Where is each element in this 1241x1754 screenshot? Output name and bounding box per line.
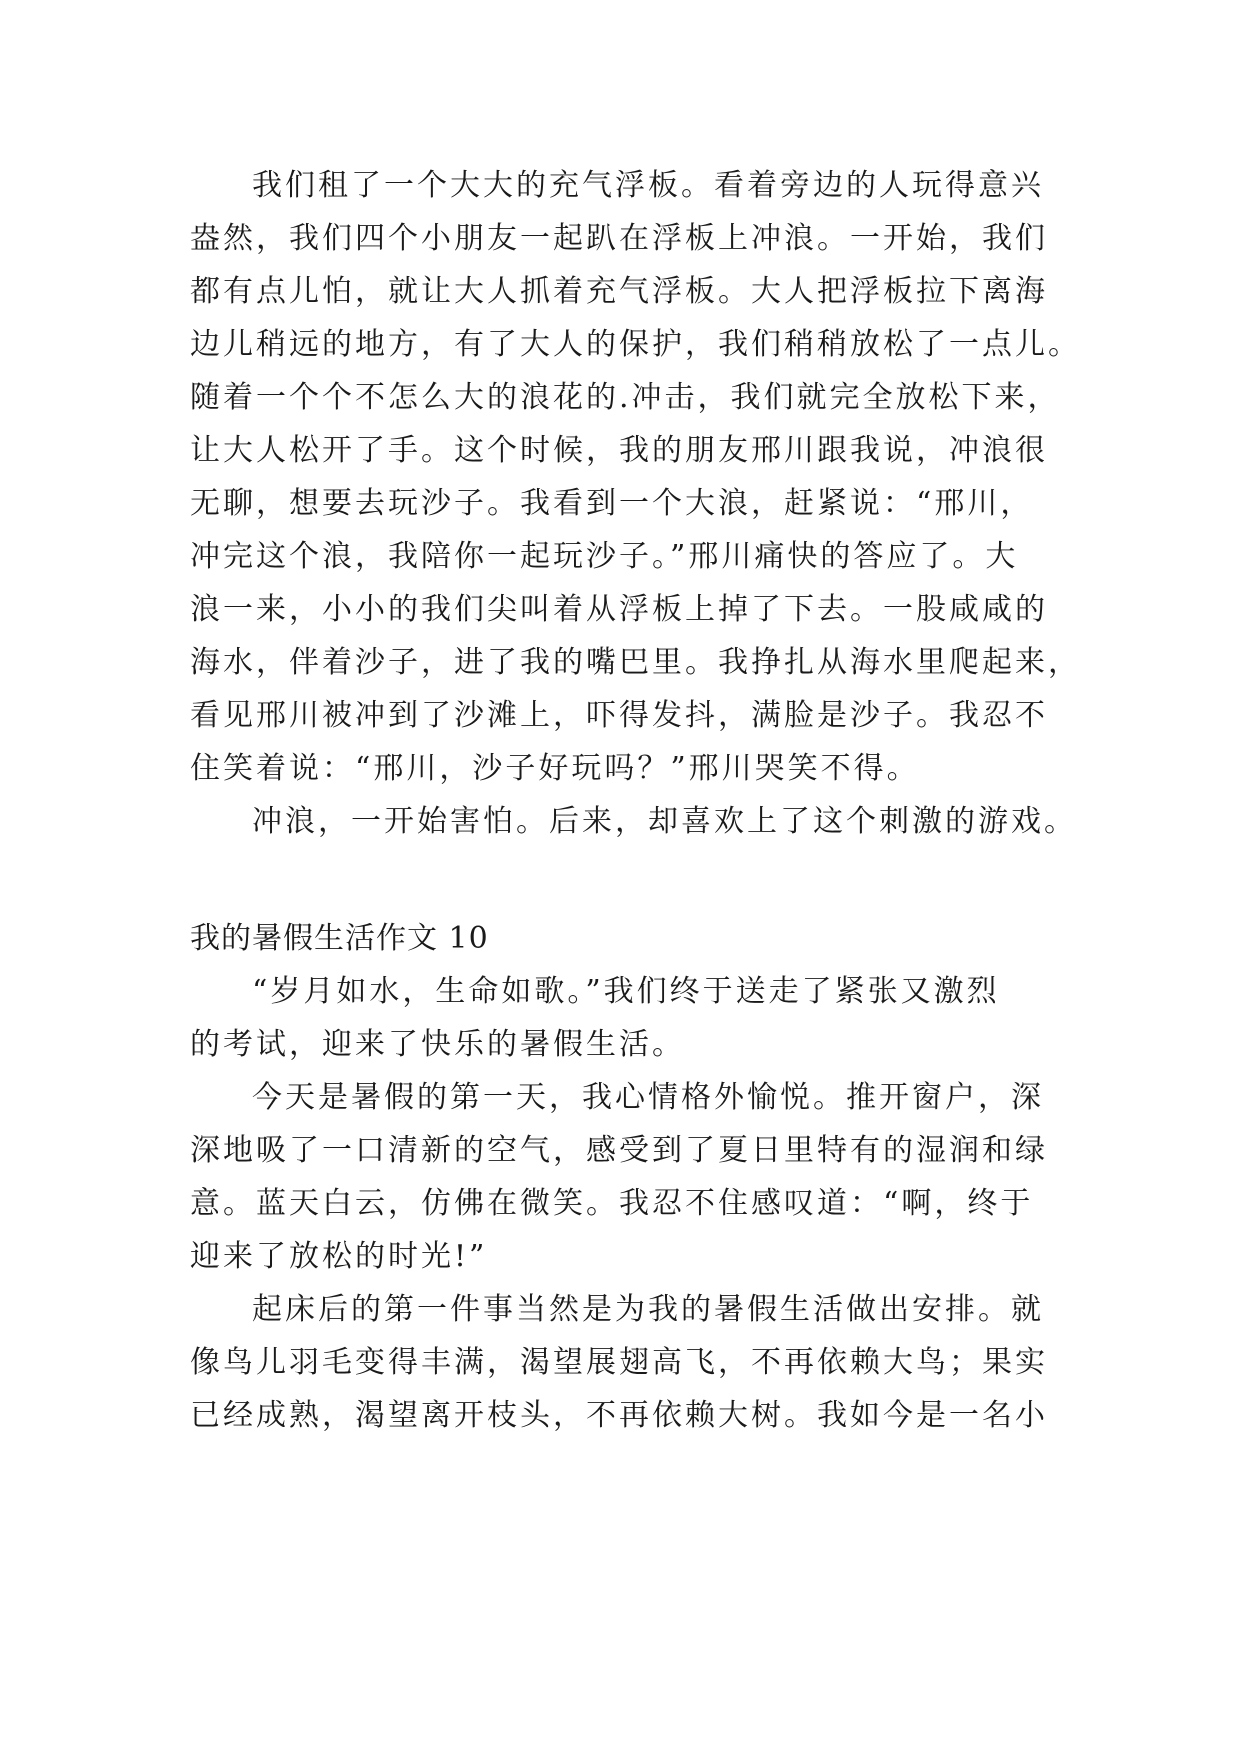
text-line: 盎然，我们四个小朋友一起趴在浮板上冲浪。一开始，我们 [190,221,1048,256]
text-line: 海水，伴着沙子，进了我的嘴巴里。我挣扎从海水里爬起来， [190,645,1081,680]
text-line: 迎来了放松的时光!” [190,1239,488,1274]
text-line: 深地吸了一口清新的空气，感受到了夏日里特有的湿润和绿 [190,1133,1048,1168]
text-line: 像鸟儿羽毛变得丰满，渴望展翅高飞，不再依赖大鸟；果实 [190,1345,1048,1380]
text-line: 浪一来，小小的我们尖叫着从浮板上掉了下去。一股咸咸的 [190,592,1048,627]
text-line: 冲完这个浪，我陪你一起玩沙子。”邢川痛快的答应了。大 [190,539,1019,574]
section-heading: 我的暑假生活作文 10 [190,921,489,956]
text-line: 今天是暑假的第一天，我心情格外愉悦。推开窗户，深 [252,1080,1044,1115]
text-line: 无聊，想要去玩沙子。我看到一个大浪，赶紧说：“邢川， [190,486,1034,521]
text-line: 看见邢川被冲到了沙滩上，吓得发抖，满脸是沙子。我忍不 [190,698,1048,733]
text-line: 冲浪，一开始害怕。后来，却喜欢上了这个刺激的游戏。 [252,804,1077,839]
text-line: 的考试，迎来了快乐的暑假生活。 [190,1027,685,1062]
text-line: 边儿稍远的地方，有了大人的保护，我们稍稍放松了一点儿。 [190,327,1081,362]
text-line: 都有点儿怕，就让大人抓着充气浮板。大人把浮板拉下离海 [190,274,1048,309]
text-line: “岁月如水，生命如歌。”我们终于送走了紧张又激烈 [252,974,1000,1009]
text-line: 住笑着说：“邢川，沙子好玩吗？”邢川哭笑不得。 [190,751,920,786]
text-line: 意。蓝天白云，仿佛在微笑。我忍不住感叹道：“啊，终于 [190,1186,1034,1221]
text-line: 起床后的第一件事当然是为我的暑假生活做出安排。就 [252,1292,1044,1327]
text-line: 让大人松开了手。这个时候，我的朋友邢川跟我说，冲浪很 [190,433,1048,468]
text-line: 我们租了一个大大的充气浮板。看着旁边的人玩得意兴 [252,168,1044,203]
text-line: 已经成熟，渴望离开枝头，不再依赖大树。我如今是一名小 [190,1398,1048,1433]
text-line: 随着一个个不怎么大的浪花的.冲击，我们就完全放松下来， [190,380,1061,415]
